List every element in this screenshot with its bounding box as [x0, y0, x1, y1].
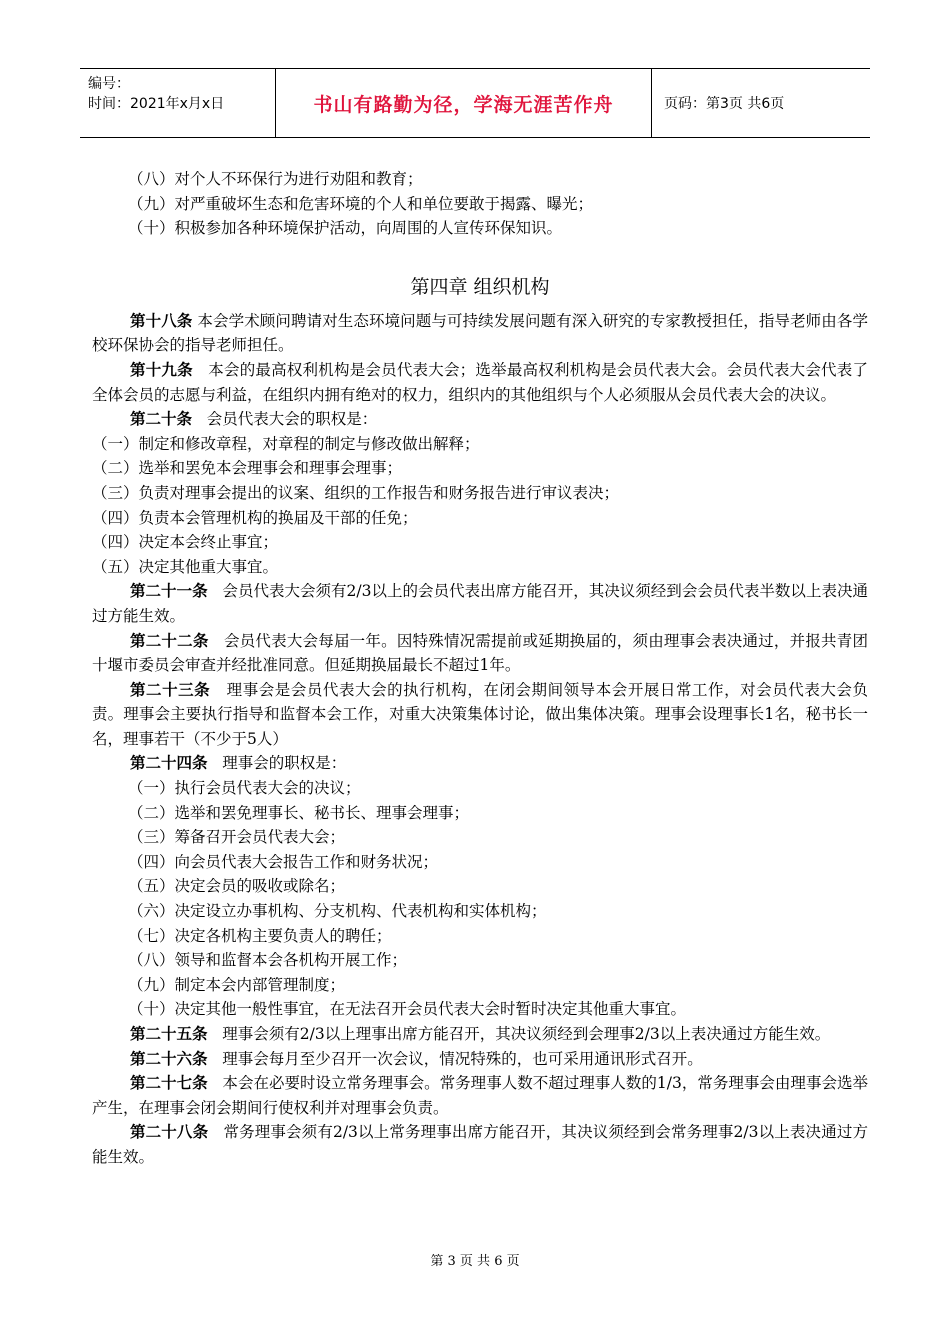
list-item: （十）积极参加各种环境保护活动，向周围的人宣传环保知识。 — [128, 219, 563, 238]
article-number: 第十八条 — [130, 310, 193, 330]
article-text: 本会的最高权利机构是会员代表大会；选举最高权利机构是会员代表大会。会员代表大会代表了全体会员的志愿与利益，在组织内拥有绝对的权力，组织内的其他组织与个人必须服从会员代表大会的决议。 — [92, 360, 868, 404]
article-number: 第二十五条 — [130, 1024, 208, 1043]
list-item: （三）筹备召开会员代表大会； — [128, 828, 346, 847]
article-text: 理事会是会员代表大会的执行机构，在闭会期间领导本会开展日常工作，对会员代表大会负责。理事会主要执行指导和监督本会工作，对重大决策集体讨论，做出集体决策。理事会设理事长1名，秘书长一名，理事若干（不少于5人） — [92, 680, 868, 748]
header-page-info: 页码：第3页 共6页 — [664, 96, 785, 112]
page-footer: 第 3 页 共 6 页 — [430, 1254, 520, 1269]
list-item: （一）制定和修改章程，对章程的制定与修改做出解释； — [92, 434, 480, 453]
page-header — [80, 68, 870, 138]
header-meta — [80, 69, 276, 137]
article-text: 本会学术顾问聘请对生态环境问题与可持续发展问题有深入研究的专家教授担任，指导老师由各学校环保协会的指导老师担任。 — [92, 311, 868, 355]
article-text: 常务理事会须有2/3以上常务理事出席方能召开，其决议须经到会常务理事2/3以上表决通过方能生效。 — [92, 1123, 868, 1166]
list-item: （二）选举和罢免本会理事会和理事会理事； — [92, 459, 403, 478]
list-item: （四）决定本会终止事宜； — [92, 533, 279, 552]
list-item: （一）执行会员代表大会的决议； — [128, 779, 361, 798]
article-23 — [92, 678, 868, 752]
article-22 — [92, 629, 868, 678]
article-number: 第二十八条 — [130, 1122, 209, 1142]
article-text: 理事会的职权是： — [222, 754, 347, 773]
article-number: 第二十一条 — [130, 581, 208, 601]
article-18 — [92, 309, 868, 358]
list-item: （八）领导和监督本会各机构开展工作； — [128, 951, 408, 970]
article-text: 本会在必要时设立常务理事会。常务理事人数不超过理事人数的1/3，常务理事会由理事会选举产生，在理事会闭会期间行使权利并对理事会负责。 — [92, 1074, 868, 1117]
list-item: （八）对个人不环保行为进行劝阻和教育； — [128, 170, 423, 188]
article-21 — [92, 579, 868, 628]
list-item: （四）负责本会管理机构的换届及干部的任免； — [92, 508, 418, 527]
chapter-title: 第四章 组织机构 — [410, 275, 550, 298]
article-number: 第二十三条 — [130, 679, 211, 699]
article-number: 第十九条 — [130, 359, 193, 379]
article-number: 第二十六条 — [130, 1048, 208, 1068]
header-motto: 书山有路勤为径，学海无涯苦作舟 — [276, 69, 652, 137]
list-item: （六）决定设立办事机构、分支机构、代表机构和实体机构； — [128, 902, 547, 921]
article-number: 第二十四条 — [130, 753, 208, 773]
article-27 — [92, 1071, 868, 1120]
article-20 — [92, 407, 868, 432]
list-item: （五）决定其他重大事宜。 — [92, 557, 279, 576]
list-item: （二）选举和罢免理事长、秘书长、理事会理事； — [128, 803, 470, 822]
article-number: 第二十七条 — [130, 1073, 208, 1093]
list-item: （九）制定本会内部管理制度； — [128, 975, 346, 994]
article-number: 第二十条 — [130, 409, 193, 429]
document-date-label: 时间：2021年x月x日 — [88, 96, 225, 112]
article-text: 会员代表大会每届一年。因特殊情况需提前或延期换届的，须由理事会表决通过，并报共青团十堰市委员会审查并经批准同意。但延期换届最长不超过1年。 — [92, 631, 868, 675]
document-number-label: 编号： — [88, 76, 130, 92]
article-19 — [92, 358, 868, 407]
article-24 — [92, 751, 868, 776]
article-25 — [92, 1022, 868, 1047]
article-text: 理事会每月至少召开一次会议，情况特殊的，也可采用通讯形式召开。 — [222, 1049, 703, 1068]
article-text: 会员代表大会的职权是： — [206, 410, 378, 429]
article-number: 第二十二条 — [130, 630, 209, 650]
list-item: （三）负责对理事会提出的议案、组织的工作报告和财务报告进行审议表决； — [92, 483, 620, 502]
list-item: （九）对严重破坏生态和危害环境的个人和单位要敢于揭露、曝光； — [128, 194, 594, 213]
list-item: （四）向会员代表大会报告工作和财务状况； — [128, 852, 439, 871]
article-text: 理事会须有2/3以上理事出席方能召开，其决议须经到会理事2/3以上表决通过方能生效。 — [222, 1025, 831, 1043]
list-item: （十）决定其他一般性事宜，在无法召开会员代表大会时暂时决定其他重大事宜。 — [128, 1000, 687, 1019]
article-text: 会员代表大会须有2/3以上的会员代表出席方能召开，其决议须经到会会员代表半数以上表决通过方能生效。 — [92, 582, 868, 625]
document-body — [92, 167, 868, 1170]
list-item: （五）决定会员的吸收或除名； — [128, 877, 346, 896]
article-26 — [92, 1047, 868, 1072]
article-28 — [92, 1120, 868, 1169]
list-item: （七）决定各机构主要负责人的聘任； — [128, 926, 392, 945]
